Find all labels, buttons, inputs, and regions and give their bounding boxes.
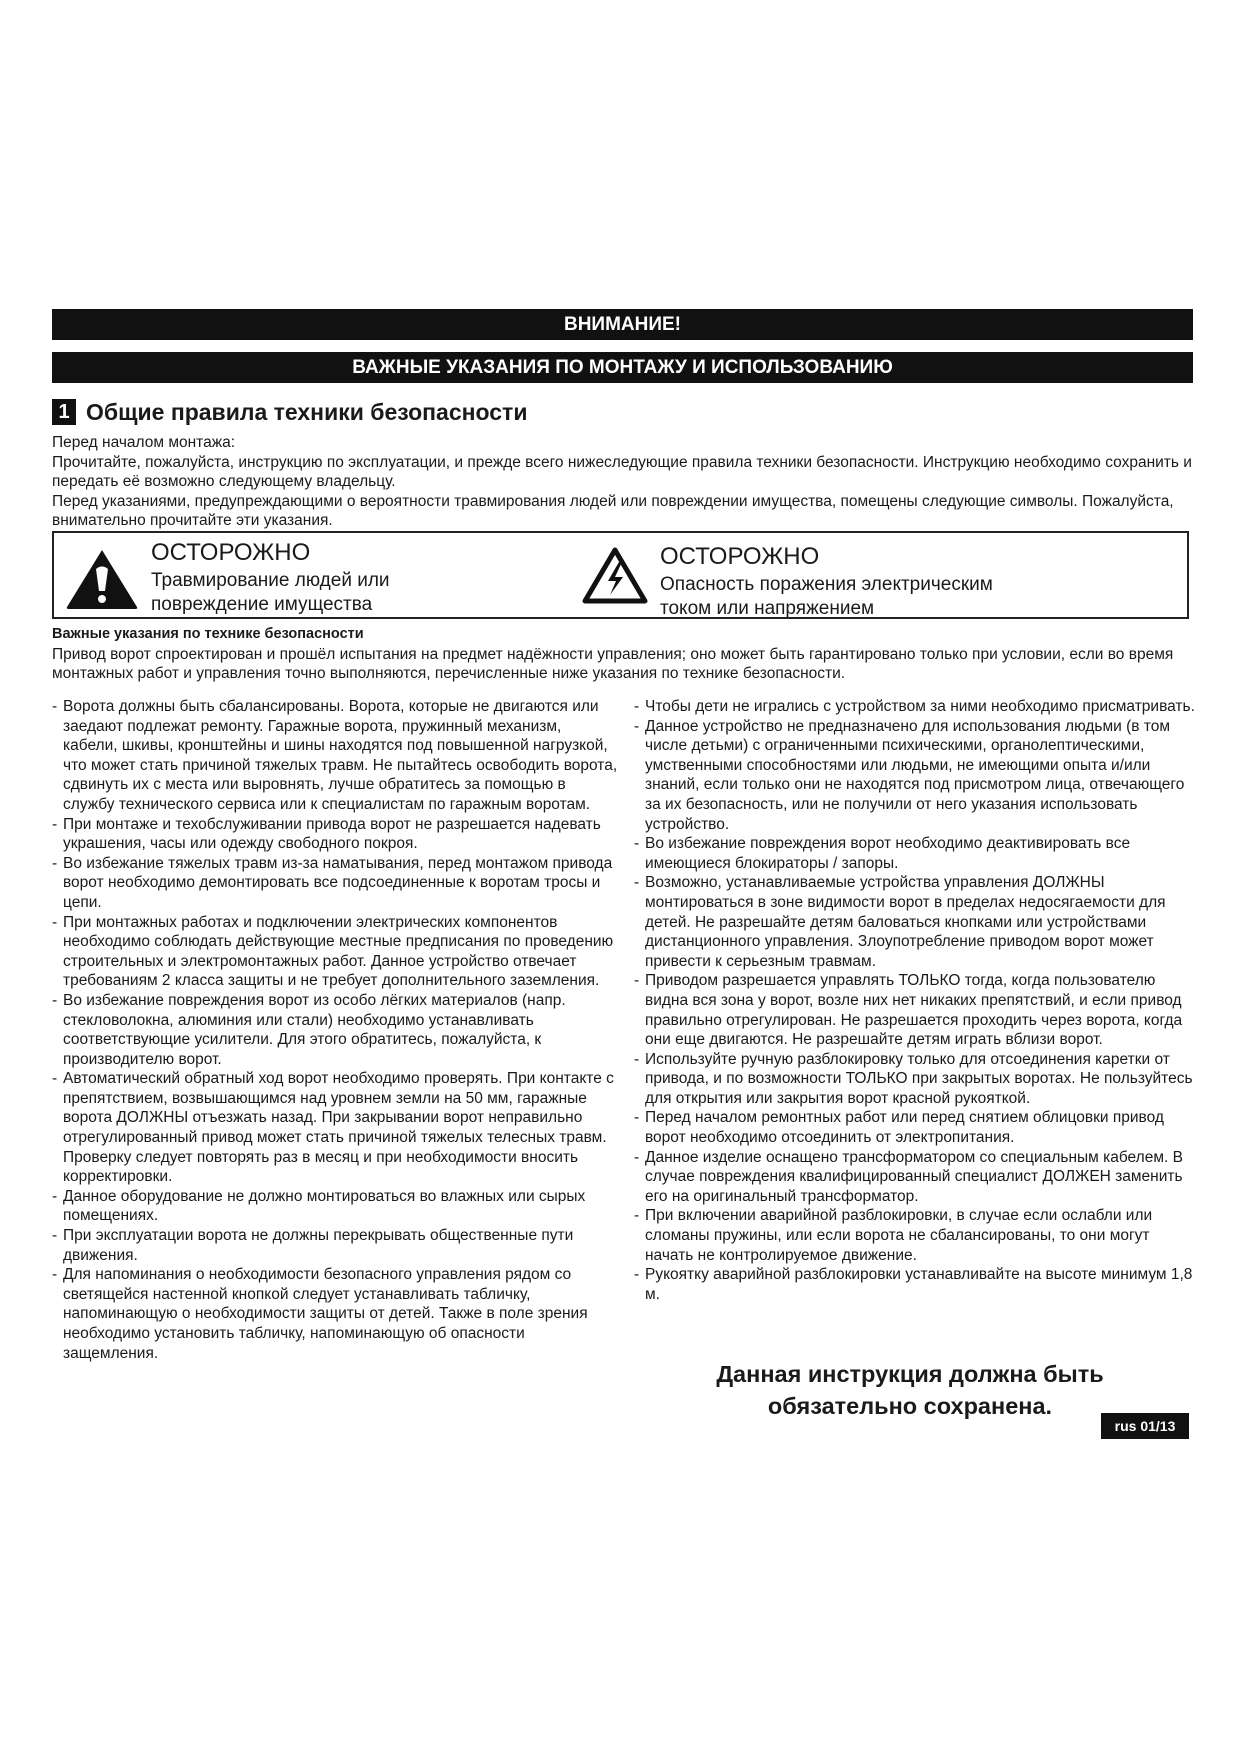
electric-shock-warning-icon [582,547,648,605]
intro-line: Прочитайте, пожалуйста, инструкцию по эксплуатации, и прежде всего нижеследующие правила техники безопасности. Инструкцию необходимо сохранить и передать её возможно следующему владельцу. [52,453,1192,490]
section-title [52,397,527,427]
page-code-badge: rus 01/13 [1101,1413,1189,1439]
safety-item: - Во избежание повреждения ворот необходимо деактивировать все имеющиеся блокираторы / запоры. [634,834,1199,873]
safety-item: - Автоматический обратный ход ворот необходимо проверять. При контакте с препятствием, возвышающимся над уровнем земли на 50 мм, гаражные ворота ДОЛЖНЫ отъезжать назад. При закрывании ворот неправильно отрегулированный привод может стать причиной тяжелых телесных травм. Проверку следует повторять раз в месяц и при необходимости вносить корректировки. [52,1069,620,1187]
caution-title: ОСТОРОЖНО [660,543,820,570]
safety-item: - Ворота должны быть сбалансированы. Ворота, которые не двигаются или заедают подлежат ремонту. Гаражные ворота, пружинный механизм, кабели, шкивы, кронштейны и шины находятся под повышенной нагрузкой, что может стать причиной тяжелых травм. Не пытайтесь освободить ворота, сдвинуть их с места или выровнять, лучше обратитесь за помощью в службу технического сервиса или к специалистам по гаражным воротам. [52,697,620,815]
safety-item: - Во избежание тяжелых травм из-за наматывания, перед монтажом привода ворот необходимо демонтировать все подсоединенные к воротам тросы и цепи. [52,854,620,913]
left-column [52,697,620,1363]
safety-item: - Во избежание повреждения ворот из особо лёгких материалов (напр. стекловолокна, алюминия или стали) необходимо устанавливать соответствующие усилители. Для этого обратитесь, пожалуйста, к производителю ворот. [52,991,620,1069]
safety-list-right [634,697,1199,1304]
caution-description: Травмирование людей или повреждение имущества [151,570,390,615]
safety-item: - Для напоминания о необходимости безопасного управления рядом со светящейся настенной кнопкой следует устанавливать табличку, напоминающую о необходимости защиты от детей. Также в поле зрения необходимо установить табличку, напоминающую об опасности защемления. [52,1265,620,1363]
safety-text: Привод ворот спроектирован и прошёл испытания на предмет надёжности управления; оно может быть гарантировано только при условии, если во время монтажных работ и управления точно выполняются, перечисленные ниже указания по технике безопасности. [52,645,1174,682]
safety-list-left [52,697,620,1363]
safety-item: - Данное оборудование не должно монтироваться во влажных или сырых помещениях. [52,1187,620,1226]
intro-line: Перед началом монтажа: [52,434,236,451]
caution-description: Опасность поражения электрическим током или напряжением [660,574,993,619]
closing-line: обязательно сохранена. [767,1393,1053,1419]
exclamation-warning-icon [64,547,140,611]
intro-line: Перед указаниями, предупреждающими о вероятности травмирования людей или повреждении имущества, помещены следующие символы. Пожалуйста, внимательно прочитайте эти указания. [52,492,1174,529]
safety-item: - Возможно, устанавливаемые устройства управления ДОЛЖНЫ монтироваться в зоне видимости ворот в пределах недосягаемости для детей. Не разрешайте детям баловаться кнопками или устройствами дистанционного управления. Злоупотребление приводом ворот может привести к серьезным травмам. [634,873,1199,971]
warning-symbols-box [52,531,1189,619]
safety-item: - Чтобы дети не игрались с устройством за ними необходимо присматривать. [634,697,1199,717]
safety-item: - При монтаже и техобслуживании привода ворот не разрешается надевать украшения, часы или одежду свободного покроя. [52,815,620,854]
caution-electric [582,533,1142,617]
attention-banner: ВНИМАНИЕ! [52,309,1193,340]
caution-title: ОСТОРОЖНО [151,539,311,566]
safety-item: - При монтажных работах и подключении электрических компонентов необходимо соблюдать действующие местные предписания по проведению строительных и электромонтажных работ. Данное устройство отвечает требованиям 2 класса защиты и не требует дополнительного заземления. [52,913,620,991]
safety-item: - Данное устройство не предназначено для использования людьми (в том числе детьми) с ограниченными психическими, органолептическими, умственными способностями или людьми, не имеющими опыта и/или знаний, если только они не находятся под присмотром лица, отвечающего за их безопасность, или не получили от него указания использовать устройство. [634,717,1199,835]
closing-line: Данная инструкция должна быть [716,1361,1104,1387]
safety-item: - Используйте ручную разблокировку только для отсоединения каретки от привода, и по возможности ТОЛЬКО при закрытых воротах. Не пользуйтесь для открытия или закрытия ворот красной рукояткой. [634,1050,1199,1109]
safety-intro [52,625,1202,684]
right-column [634,697,1199,1304]
caution-injury [64,533,564,617]
intro-text [52,433,1202,531]
closing-note [650,1358,1170,1422]
safety-item: - При включении аварийной разблокировки, в случае если ослабли или сломаны пружины, или если ворота не сбалансированы, то они могут начать не контролируемое движение. [634,1206,1199,1265]
safety-item: - Данное изделие оснащено трансформатором со специальным кабелем. В случае повреждения квалифицированный специалист ДОЛЖЕН заменить его на оригинальный трансформатор. [634,1148,1199,1207]
instructions-banner: ВАЖНЫЕ УКАЗАНИЯ ПО МОНТАЖУ И ИСПОЛЬЗОВАНИЮ [52,352,1193,383]
safety-item: - Перед началом ремонтных работ или перед снятием облицовки привод ворот необходимо отсоединить от электропитания. [634,1108,1199,1147]
safety-item: - Рукоятку аварийной разблокировки устанавливайте на высоте минимум 1,8 м. [634,1265,1199,1304]
section-heading: Общие правила техники безопасности [86,398,528,425]
safety-heading: Важные указания по технике безопасности [52,626,364,642]
section-number: 1 [52,399,76,425]
safety-item: - При эксплуатации ворота не должны перекрывать общественные пути движения. [52,1226,620,1265]
safety-item: - Приводом разрешается управлять ТОЛЬКО тогда, когда пользователю видна вся зона у ворот, возле них нет никаких препятствий, и если привод правильно отрегулирован. Не разрешается проходить через ворота, когда они еще двигаются. Не разрешайте детям играть вблизи ворот. [634,971,1199,1049]
